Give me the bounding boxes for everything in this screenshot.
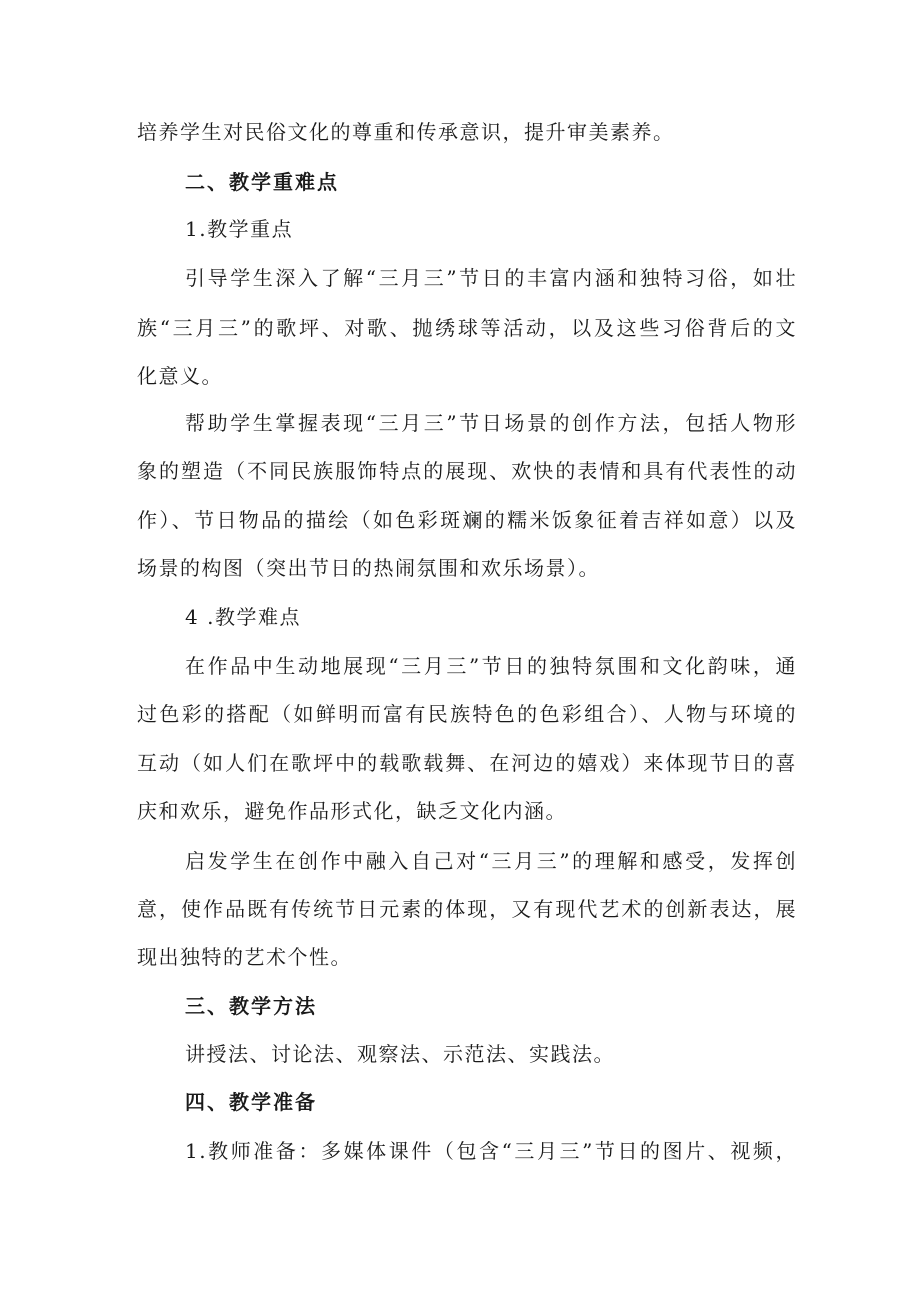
paragraph-line: 现出独特的艺术个性。	[137, 945, 352, 969]
paragraph-line: 化意义。	[137, 364, 223, 388]
paragraph-line: 意，使作品既有传统节日元素的体现，又有现代艺术的创新表达，展	[137, 897, 797, 921]
paragraph-line: 帮助学生掌握表现“三月三”节日场景的创作方法，包括人物形	[185, 411, 797, 435]
paragraph-line: 互动（如人们在歌坪中的载歌载舞、在河边的嬉戏）来体现节日的喜	[137, 751, 797, 775]
paragraph-line: 象的塑造（不同民族服饰特点的展现、欢快的表情和具有代表性的动	[137, 459, 797, 483]
paragraph-line: 场景的构图（突出节日的热闹氛围和欢乐场景）。	[137, 556, 600, 580]
paragraph-line: 过色彩的搭配（如鲜明而富有民族特色的色彩组合）、人物与环境的	[137, 702, 797, 726]
subheading-key-points: 1.教学重点	[185, 217, 294, 241]
paragraph-line: 引导学生深入了解“三月三”节日的丰富内涵和独特习俗，如壮	[185, 266, 797, 290]
section-heading-key-difficult-points: 二、教学重难点	[185, 170, 339, 194]
paragraph-line: 作）、节日物品的描绘（如色彩斑斓的糯米饭象征着吉祥如意）以及	[137, 508, 797, 532]
paragraph-line: 讲授法、讨论法、观察法、示范法、实践法。	[185, 1042, 615, 1066]
subheading-difficult-points: 4 .教学难点	[185, 605, 301, 629]
paragraph-line: 庆和欢乐，避免作品形式化，缺乏文化内涵。	[137, 799, 567, 823]
paragraph-line: 1.教师准备：多媒体课件（包含“三月三”节日的图片、视频，	[185, 1139, 797, 1163]
section-heading-teaching-methods: 三、教学方法	[185, 994, 317, 1018]
paragraph-line: 培养学生对民俗文化的尊重和传承意识，提升审美素养。	[137, 120, 675, 144]
paragraph-line: 启发学生在创作中融入自己对“三月三”的理解和感受，发挥创	[185, 849, 797, 873]
paragraph-line: 在作品中生动地展现“三月三”节日的独特氛围和文化韵味，通	[185, 654, 797, 678]
paragraph-line: 族“三月三”的歌坪、对歌、抛绣球等活动，以及这些习俗背后的文	[137, 316, 797, 340]
section-heading-teaching-preparation: 四、教学准备	[185, 1090, 317, 1114]
